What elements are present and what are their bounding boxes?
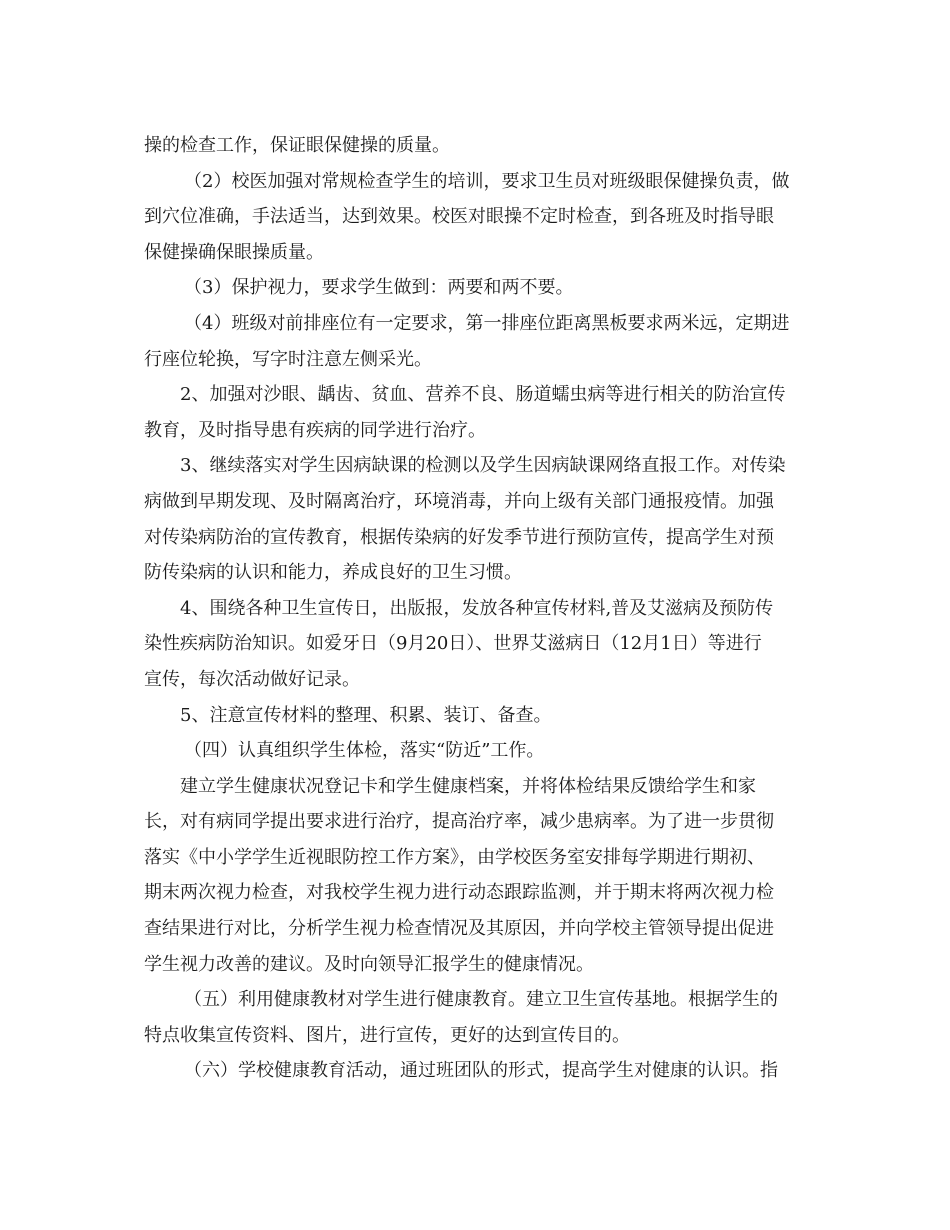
heading-section-six	[144, 1053, 810, 1089]
paragraph-item-4	[144, 306, 810, 377]
text-line: （六）学校健康教育活动，通过班团队的形式，提高学生对健康的认识。指	[184, 1060, 778, 1082]
text-line: 落实《中小学学生近视眼防控工作方案》，由学校医务室安排每学期进行期初、	[144, 846, 765, 868]
paragraph-section-4	[144, 591, 810, 698]
text-line: （3）保护视力，要求学生做到：两要和两不要。	[184, 277, 574, 299]
text-line: 染性疾病防治知识。如爱牙日（9月20日）、世界艾滋病日（12月1日）等进行	[144, 633, 762, 655]
document-body	[144, 128, 810, 1089]
text-line: 行座位轮换，写字时注意左侧采光。	[144, 348, 432, 370]
text-line: 防传染病的认识和能力，养成良好的卫生习惯。	[144, 562, 522, 584]
text-line: 5、注意宣传材料的整理、积累、装订、备查。	[180, 704, 552, 726]
text-line: 操的检查工作，保证眼保健操的质量。	[144, 135, 450, 156]
text-line: 学生视力改善的建议。及时向领导汇报学生的健康情况。	[144, 953, 594, 975]
paragraph-section-2	[144, 377, 810, 448]
text-line: 教育，及时指导患有疾病的同学进行治疗。	[144, 419, 486, 441]
text-line: 病做到早期发现、及时隔离治疗，环境消毒，并向上级有关部门通报疫情。加强	[144, 490, 774, 512]
text-line: 保健操确保眼操质量。	[144, 241, 324, 263]
text-line: 期末两次视力检查，对我校学生视力进行动态跟踪监测，并于期末将两次视力检	[144, 882, 774, 904]
text-line: （2）校医加强对常规检查学生的培训，要求卫生员对班级眼保健操负责，做	[184, 170, 790, 192]
paragraph-item-2	[144, 164, 810, 271]
text-line: 建立学生健康状况登记卡和学生健康档案，并将体检结果反馈给学生和家	[180, 775, 756, 797]
paragraph-section-5	[144, 698, 810, 734]
text-line: 到穴位准确，手法适当，达到效果。校医对眼操不定时检查，到各班及时指导眼	[144, 206, 774, 228]
text-line: 宣传，每次活动做好记录。	[144, 668, 360, 690]
paragraph-item-3	[144, 270, 810, 306]
paragraph-health-records	[144, 769, 810, 983]
text-line: 对传染病防治的宣传教育，根据传染病的好发季节进行预防宣传，提高学生对预	[144, 526, 774, 548]
paragraph-section-3	[144, 448, 810, 590]
text-line: 特点收集宣传资料、图片，进行宣传，更好的达到宣传目的。	[144, 1024, 630, 1046]
text-line: （4）班级对前排座位有一定要求，第一排座位距离黑板要求两米远，定期进	[184, 312, 790, 334]
text-line: （四）认真组织学生体检，落实“防近”工作。	[184, 740, 545, 762]
heading-section-five	[144, 982, 810, 1053]
text-line: 查结果进行对比，分析学生视力检查情况及其原因，并向学校主管领导提出促进	[144, 918, 774, 940]
text-line: 3、继续落实对学生因病缺课的检测以及学生因病缺课网络直报工作。对传染	[180, 455, 786, 477]
text-line: 2、加强对沙眼、龋齿、贫血、营养不良、肠道蠕虫病等进行相关的防治宣传	[180, 384, 786, 406]
heading-section-four	[144, 733, 810, 769]
paragraph-continuation	[144, 128, 810, 164]
text-line: 长，对有病同学提出要求进行治疗，提高治疗率，减少患病率。为了进一步贯彻	[144, 811, 774, 833]
text-line: 4、围绕各种卫生宣传日，出版报，发放各种宣传材料,普及艾滋病及预防传	[180, 597, 774, 619]
text-line: （五）利用健康教材对学生进行健康教育。建立卫生宣传基地。根据学生的	[184, 989, 778, 1011]
